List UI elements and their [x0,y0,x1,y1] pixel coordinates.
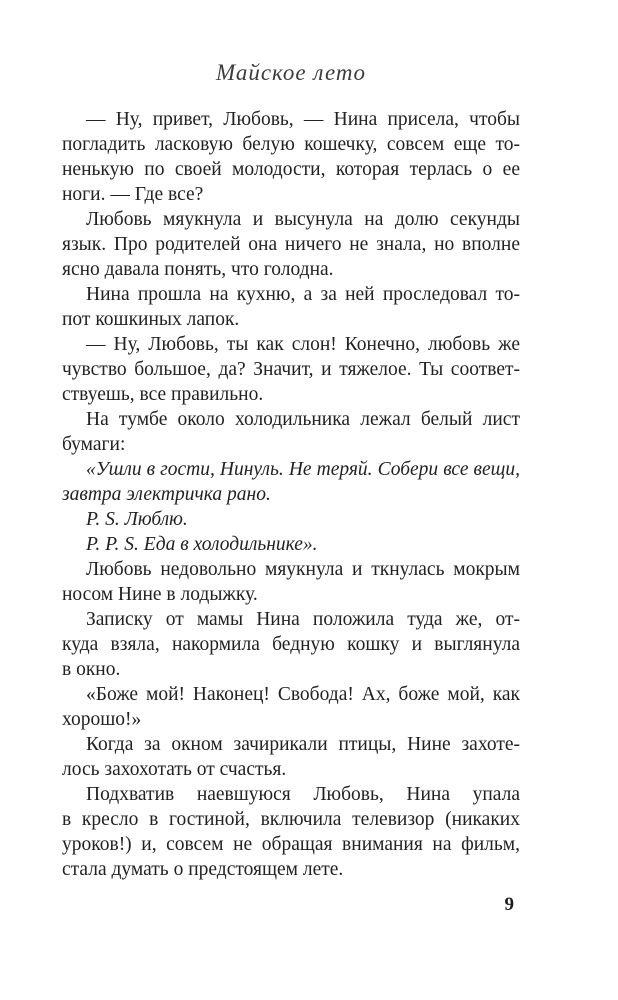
text-line: пот кошкиных лапок. [62,309,240,330]
paragraph [62,457,520,507]
paragraph [62,507,520,532]
text-line: Подхватив наевшуюся Любовь, Нина упала [86,784,520,805]
text-line: язык. Про родителей она ничего не знала, но вполне [62,234,520,255]
paragraph [62,107,520,207]
text-block [62,107,520,882]
text-line: в кресло в гостиной, включила телевизор (никаких [62,809,520,830]
running-head: Майское лето [216,60,366,85]
paragraph [62,782,520,882]
text-line: — Ну, привет, Любовь, — Нина присела, чтобы [86,109,520,130]
text-line: Любовь недовольно мяукнула и ткнулась мокрым [86,559,520,580]
text-line: ноги. — Где все? [62,184,204,205]
text-line: «Боже мой! Наконец! Свобода! Ах, боже мой, как [86,684,520,705]
text-line: в окно. [62,659,121,680]
text-line: чувство большое, да? Значит, и тяжелое. Ты соответ- [62,359,520,380]
text-line: уроков!) и, совсем не обращая внимания на фильм, [62,834,520,855]
text-line: носом Нине в лодыжку. [62,584,258,605]
paragraph [62,557,520,607]
text-line: завтра электричка рано. [62,484,271,505]
text-line: бумаги: [62,434,126,455]
paragraph [62,607,520,682]
text-line: «Ушли в гости, Нинуль. Не теряй. Собери все вещи, [86,459,520,480]
text-line: P. S. Люблю. [86,509,188,530]
text-line: ствуешь, все правильно. [62,384,264,405]
paragraph [62,732,520,782]
paragraph [62,282,520,332]
page-number: 9 [504,894,514,915]
paragraph [62,682,520,732]
text-line: Нина прошла на кухню, а за ней проследовал то- [86,284,520,305]
text-line: хорошо!» [62,709,142,730]
text-line: Когда за окном зачирикали птицы, Нине захоте- [86,734,520,755]
text-line: стала думать о предстоящем лете. [62,859,344,880]
text-line: P. P. S. Еда в холодильнике». [86,534,318,555]
paragraph [62,207,520,282]
text-line: Любовь мяукнула и высунула на долю секунды [86,209,520,230]
text-line: погладить ласковую белую кошечку, совсем еще то- [62,134,520,155]
paragraph [62,532,520,557]
text-line: лось захохотать от счастья. [62,759,287,780]
text-line: Записку от мамы Нина положила туда же, от- [86,609,520,630]
text-line: На тумбе около холодильника лежал белый лист [86,409,520,430]
paragraph [62,407,520,457]
text-line: — Ну, Любовь, ты как слон! Конечно, любовь же [86,334,520,355]
text-line: куда взяла, накормила бедную кошку и выглянула [62,634,520,655]
text-line: ненькую по своей молодости, которая терлась о ее [62,159,520,180]
paragraph [62,332,520,407]
text-line: ясно давала понять, что голодна. [62,259,334,280]
